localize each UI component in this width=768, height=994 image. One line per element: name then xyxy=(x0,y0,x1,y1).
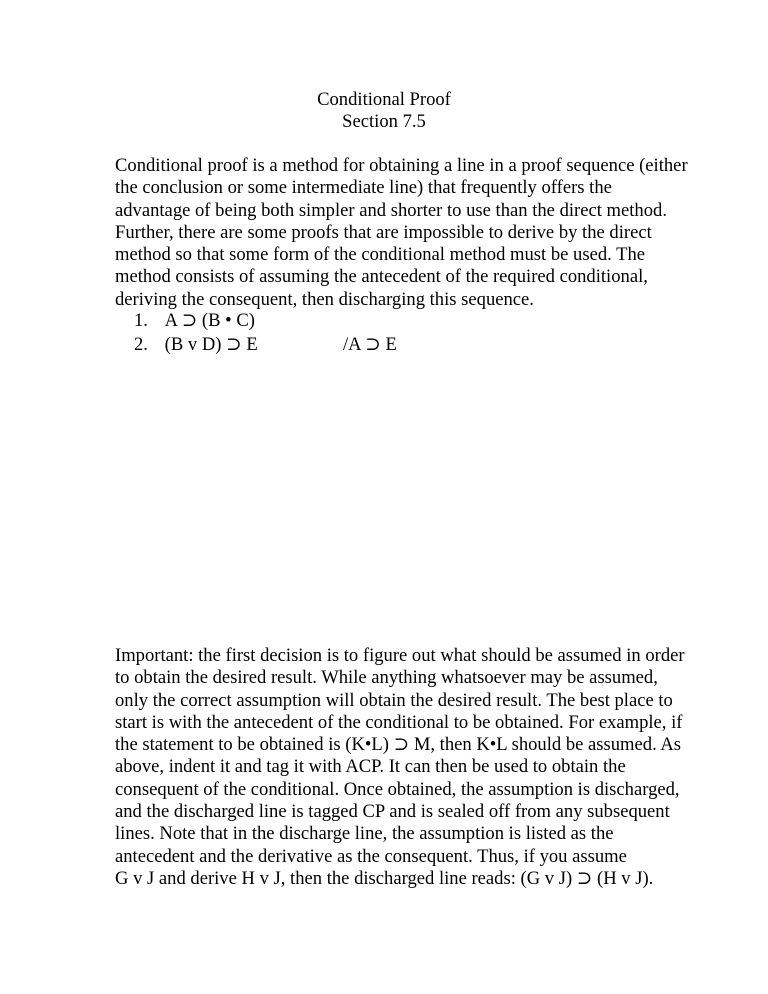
paragraph-line: advantage of being both simpler and shorter to use than the direct method. xyxy=(115,199,667,221)
premise-list xyxy=(134,310,397,358)
premise-number: 1. xyxy=(134,310,148,331)
paragraph-line: antecedent and the derivative as the consequent. Thus, if you assume xyxy=(115,845,627,867)
paragraph-line: G v J and derive H v J, then the discharged line reads: (G v J) ⊃ (H v J). xyxy=(115,867,654,889)
premise-formula: A ⊃ (B • C) xyxy=(164,310,255,331)
paragraph-line: deriving the consequent, then discharging this sequence. xyxy=(115,288,534,310)
paragraph-line: consequent of the conditional. Once obtained, the assumption is discharged, xyxy=(115,778,680,800)
paragraph-line: the conclusion or some intermediate line) that frequently offers the xyxy=(115,177,612,199)
paragraph-line: and the discharged line is tagged CP and is sealed off from any subsequent xyxy=(115,801,670,823)
target-conclusion: /A ⊃ E xyxy=(343,334,397,355)
paragraph-line: above, indent it and tag it with ACP. It can then be used to obtain the xyxy=(115,756,626,778)
premise-formula: (B v D) ⊃ E xyxy=(164,334,258,355)
section-number: Section 7.5 xyxy=(342,111,426,133)
premise-line xyxy=(134,310,258,334)
paragraph-line: start is with the antecedent of the conditional to be obtained. For example, if xyxy=(115,711,683,733)
important-paragraph xyxy=(115,645,685,890)
premise-line xyxy=(134,334,397,358)
premise-number: 2. xyxy=(134,334,148,355)
heading xyxy=(0,89,768,134)
paragraph-line: Further, there are some proofs that are impossible to derive by the direct xyxy=(115,221,652,243)
page-title: Conditional Proof xyxy=(317,89,451,110)
paragraph-line: method consists of assuming the antecedent of the required conditional, xyxy=(115,266,648,288)
paragraph-line: only the correct assumption will obtain the desired result. The best place to xyxy=(115,689,673,711)
paragraph-line: to obtain the desired result. While anything whatsoever may be assumed, xyxy=(115,667,658,689)
paragraph-line: Conditional proof is a method for obtaining a line in a proof sequence (either xyxy=(115,155,688,176)
paragraph-line: lines. Note that in the discharge line, the assumption is listed as the xyxy=(115,823,614,845)
paragraph-line: Important: the first decision is to figure out what should be assumed in order xyxy=(115,645,685,666)
intro-paragraph xyxy=(115,155,688,311)
paragraph-line: method so that some form of the conditional method must be used. The xyxy=(115,244,646,266)
paragraph-line: the statement to be obtained is (K•L) ⊃ M, then K•L should be assumed. As xyxy=(115,734,682,756)
